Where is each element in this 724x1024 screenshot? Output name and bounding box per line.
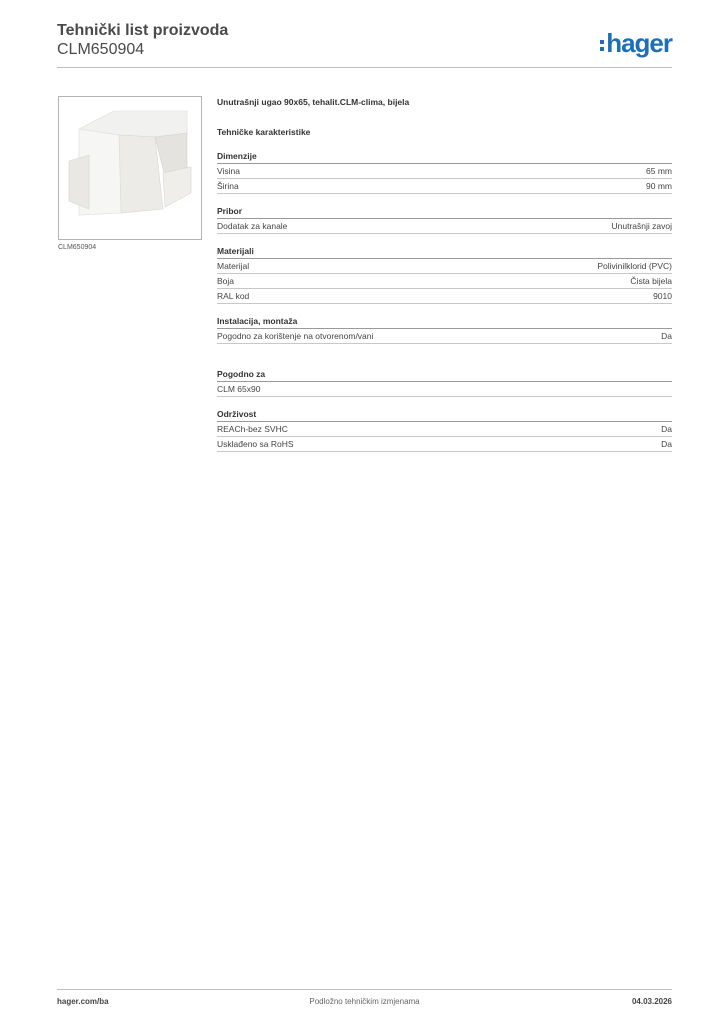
- spec-label: RAL kod: [217, 291, 250, 301]
- spec-label: REACh-bez SVHC: [217, 424, 288, 434]
- spec-value: Da: [661, 424, 672, 434]
- footer-divider: [57, 989, 672, 990]
- group-heading: Pribor: [217, 205, 672, 219]
- inner-corner-product-icon: [59, 97, 201, 239]
- spec-value: Da: [661, 439, 672, 449]
- logo-mark-icon: [600, 40, 604, 51]
- footer-notice: Podložno tehničkim izmjenama: [309, 997, 420, 1006]
- spec-group-dimensions: [217, 150, 672, 194]
- page-header: [57, 22, 228, 59]
- spec-label: Materijal: [217, 261, 250, 271]
- spec-group-accessories: [217, 205, 672, 234]
- product-reference: CLM650904: [57, 41, 145, 58]
- footer-website-link[interactable]: hager.com/ba: [57, 997, 109, 1006]
- group-heading: Instalacija, montaža: [217, 315, 672, 329]
- product-image: [58, 96, 202, 240]
- group-heading: Materijali: [217, 245, 672, 259]
- header-divider: [57, 67, 672, 68]
- spec-group-installation: [217, 315, 672, 344]
- group-heading: Pogodno za: [217, 368, 672, 382]
- spec-label: CLM 65x90: [217, 384, 261, 394]
- spec-row: [217, 164, 672, 179]
- spec-row: [217, 179, 672, 194]
- spec-row: [217, 274, 672, 289]
- spec-row: [217, 422, 672, 437]
- spec-group-sustainability: [217, 408, 672, 452]
- spec-row: [217, 382, 672, 397]
- page-title: Tehnički list proizvoda: [57, 22, 229, 39]
- footer-date: 04.03.2026: [631, 997, 672, 1006]
- product-description: Unutrašnji ugao 90x65, tehalit.CLM-clima, bijela: [217, 97, 410, 107]
- spec-row: [217, 259, 672, 274]
- spec-label: Visina: [217, 166, 240, 176]
- spec-value: 65 mm: [646, 166, 672, 176]
- spec-value: Polivinilklorid (PVC): [597, 261, 672, 271]
- spec-value: 9010: [653, 291, 672, 301]
- spec-value: Unutrašnji zavoj: [611, 221, 672, 231]
- spec-row: [217, 219, 672, 234]
- spec-content: [217, 96, 672, 452]
- hager-logo: [600, 28, 672, 58]
- spec-value: Čista bijela: [630, 276, 672, 286]
- group-heading: Održivost: [217, 408, 672, 422]
- spec-label: Širina: [217, 181, 239, 191]
- spec-value: Da: [661, 331, 672, 341]
- spec-value: 90 mm: [646, 181, 672, 191]
- spec-group-materials: [217, 245, 672, 304]
- spec-row: [217, 289, 672, 304]
- image-caption: CLM650904: [58, 244, 97, 251]
- spec-label: Dodatak za kanale: [217, 221, 288, 231]
- spec-group-suitable-for: [217, 368, 672, 397]
- spec-row: [217, 437, 672, 452]
- logo-text: hager: [606, 27, 672, 58]
- spec-row: [217, 329, 672, 344]
- spec-label: Pogodno za korištenje na otvorenom/vani: [217, 331, 374, 341]
- characteristics-heading: Tehničke karakteristike: [217, 127, 311, 137]
- spec-label: Usklađeno sa RoHS: [217, 439, 294, 449]
- spec-label: Boja: [217, 276, 235, 286]
- group-heading: Dimenzije: [217, 150, 672, 164]
